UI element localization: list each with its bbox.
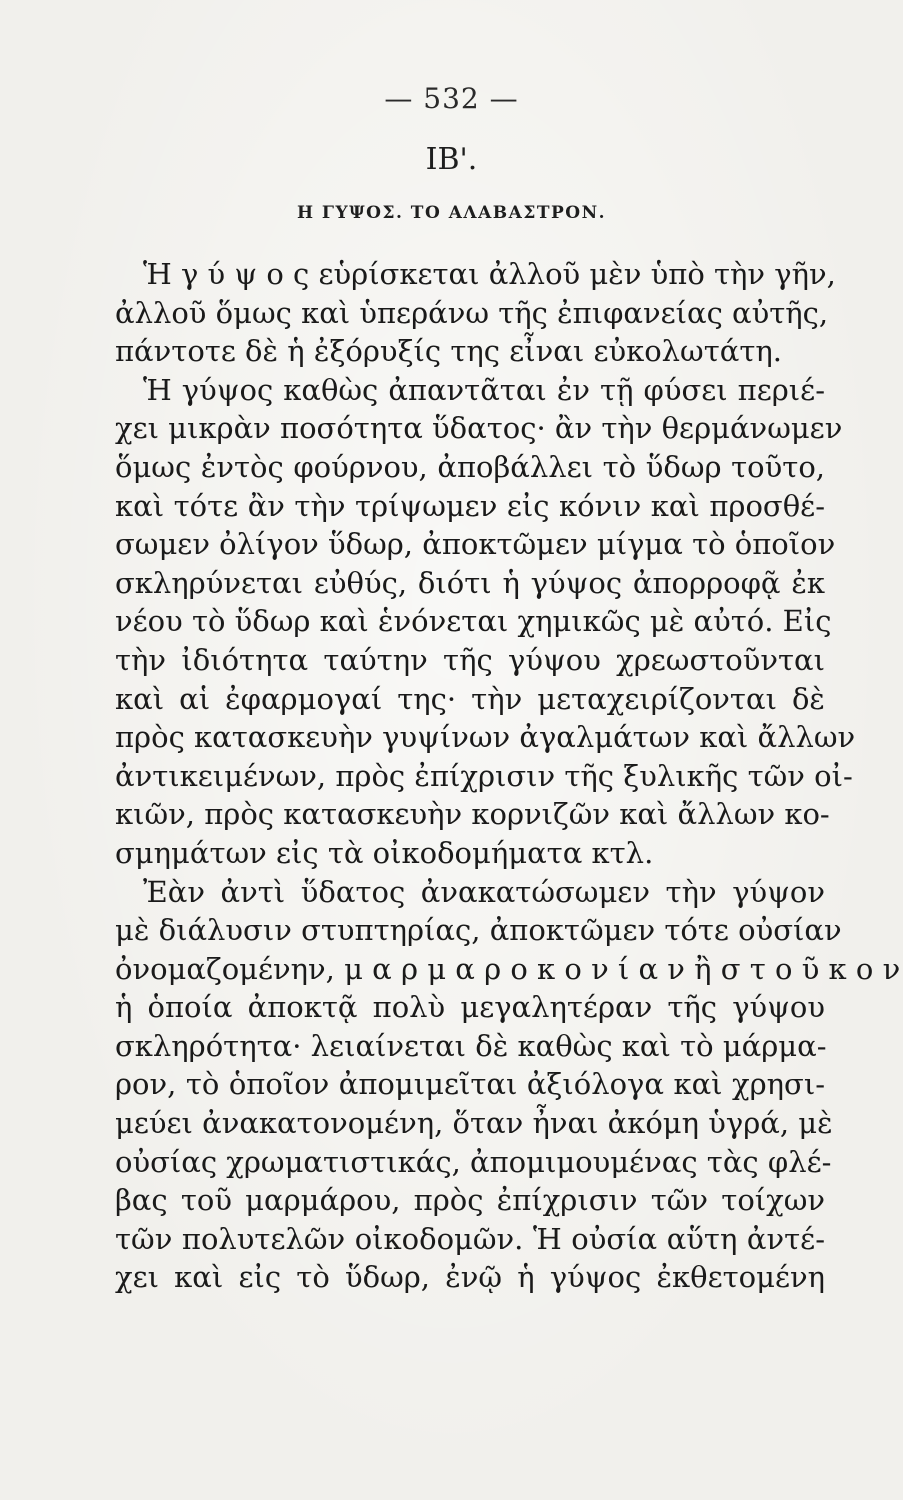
- text-line: ἀντικειμένων, πρὸς ἐπίχρισιν τῆς ξυλικῆς τῶν οἰ-: [115, 758, 853, 793]
- text-line: ὀνομαζομένην, μ α ρ μ α ρ ο κ ο ν ί α ν ἢ σ τ ο ῦ κ ο ν: [115, 951, 901, 986]
- text-line: καὶ τότε ἂν τὴν τρίψωμεν εἰς κόνιν καὶ προσθέ-: [115, 488, 825, 523]
- text-line: πάντοτε δὲ ἡ ἐξόρυξίς της εἶναι εὐκολωτάτη.: [115, 334, 782, 369]
- text-line: χει μικρὰν ποσότητα ὕδατος· ἂν τὴν θερμάνωμεν: [115, 411, 843, 446]
- text-line: ἡ ὁποία ἀποκτᾷ πολὺ μεγαλητέραν τῆς γύψου: [115, 990, 825, 1025]
- text-line: ὅμως ἐντὸς φούρνου, ἀποβάλλει τὸ ὕδωρ τοῦτο,: [115, 449, 825, 484]
- text-line: σκληρύνεται εὐθύς, διότι ἡ γύψος ἀπορροφᾷ ἐκ: [115, 565, 825, 600]
- text-line: Ἡ γ ύ ψ ο ς εὑρίσκεται ἀλλοῦ μὲν ὑπὸ τὴν γῆν,: [143, 257, 836, 291]
- text-line: Ἐὰν ἀντὶ ὕδατος ἀνακατώσωμεν τὴν γύψον: [143, 874, 825, 909]
- text-line: μὲ διάλυσιν στυπτηρίας, ἀποκτῶμεν τότε οὐσίαν: [115, 913, 842, 948]
- text-line: μεύει ἀνακατονομένη, ὅταν ἦναι ἀκόμη ὑγρά, μὲ: [115, 1106, 833, 1141]
- text-line: πρὸς κατασκευὴν γυψίνων ἀγαλμάτων καὶ ἄλλων: [115, 720, 856, 755]
- text-line: βας τοῦ μαρμάρου, πρὸς ἐπίχρισιν τῶν τοίχων: [115, 1183, 825, 1218]
- text-line: χει καὶ εἰς τὸ ὕδωρ, ἐνῷ ἡ γύψος ἐκθετομένη: [115, 1260, 825, 1295]
- text-line: σκληρότητα· λειαίνεται δὲ καθὼς καὶ τὸ μάρμα-: [115, 1028, 827, 1063]
- text-line: σμημάτων εἰς τὰ οἰκοδομήματα κτλ.: [115, 835, 654, 870]
- text-line: καὶ αἱ ἐφαρμογαί της· τὴν μεταχειρίζονται δὲ: [115, 681, 825, 716]
- text-line: ρον, τὸ ὁποῖον ἀπομιμεῖται ἀξιόλογα καὶ χρησι-: [115, 1067, 825, 1102]
- chapter-number: IΒ'.: [425, 142, 478, 177]
- page-number: — 532 —: [384, 82, 519, 115]
- text-line: νέου τὸ ὕδωρ καὶ ἑνόνεται χημικῶς μὲ αὐτό. Εἰς: [115, 604, 832, 639]
- section-title: Η ΓΥΨΟΣ. ΤΟ ΑΛΑΒΑΣΤΡΟΝ.: [296, 203, 607, 223]
- text-line: Ἡ γύψος καθὼς ἀπαντᾶται ἐν τῇ φύσει περιέ-: [143, 372, 825, 407]
- text-line: οὐσίας χρωματιστικάς, ἀπομιμουμένας τὰς φλέ-: [115, 1144, 832, 1179]
- text-line: σωμεν ὀλίγον ὕδωρ, ἀποκτῶμεν μίγμα τὸ ὁποῖον: [115, 527, 836, 562]
- text-line: ἀλλοῦ ὅμως καὶ ὑπεράνω τῆς ἐπιφανείας αὐτῆς,: [115, 295, 829, 330]
- text-line: τὴν ἰδιότητα ταύτην τῆς γύψου χρεωστοῦνται: [115, 642, 825, 677]
- text-line: τῶν πολυτελῶν οἰκοδομῶν. Ἡ οὐσία αὕτη ἀντέ-: [115, 1221, 825, 1256]
- body-text: [115, 255, 901, 1297]
- text-line: κιῶν, πρὸς κατασκευὴν κορνιζῶν καὶ ἄλλων κο-: [115, 797, 830, 832]
